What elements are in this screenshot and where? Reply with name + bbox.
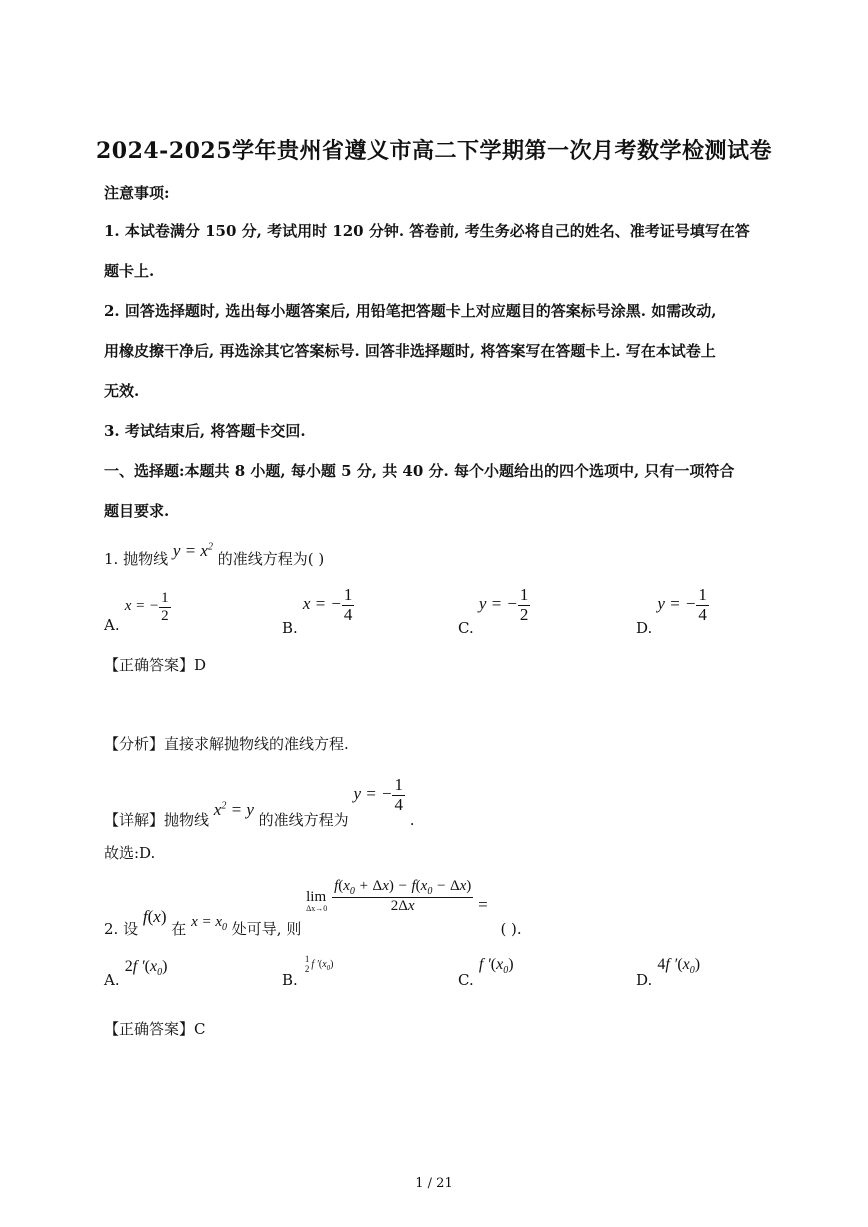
question-1-option-a <box>104 590 171 635</box>
question-2-limit: lim Δx→0 <box>306 889 328 913</box>
option-c-formula: y = − $\frac{1}{2}$ <box>478 585 529 624</box>
notice-item-2: 2. 回答选择题时, 选出每小题答案后, 用铅笔把答题卡上对应题目的答案标号涂黑. 如需改动, <box>104 302 717 320</box>
question-2-option-c <box>458 954 514 989</box>
detail-mid: 的准线方程为 <box>258 811 349 830</box>
notice-item-1: 1. 本试卷满分 150 分, 考试用时 120 分钟. 答卷前, 考生务必将自己的姓名、准考证号填写在答 <box>104 222 750 240</box>
option-b-formula: x = − $\frac{1}{4}$ <box>302 585 353 624</box>
q2-option-b-formula: 1 2 f $'(x_0)$ <box>304 953 334 974</box>
option-d-label: D. <box>636 619 653 638</box>
notice-heading: 注意事项: <box>104 184 170 202</box>
question-1-option-d <box>636 585 709 638</box>
q2-option-a-formula: 2f $'(x_0)$ <box>124 958 168 979</box>
question-1-prefix: 1. 抛物线 <box>104 550 169 568</box>
question-1-detail <box>104 775 415 830</box>
option-a-label: A. <box>104 616 120 635</box>
question-1-formula: $y = x^2$ <box>172 541 213 560</box>
notice-item-3: 3. 考试结束后, 将答题卡交回. <box>104 422 306 440</box>
notice-item-2-end: 无效. <box>104 382 140 400</box>
q2-option-c-formula: f $'(x_0)$ <box>478 956 514 977</box>
detail-formula: $x^2 = y$ <box>213 800 254 820</box>
question-2 <box>104 878 522 939</box>
section-heading: 一、选择题:本题共 8 小题, 每小题 5 分, 共 40 分. 每个小题给出的四个选项中, 只有一项符合 <box>104 462 735 480</box>
section-heading-cont: 题目要求. <box>104 502 170 520</box>
question-2-option-d <box>636 954 701 989</box>
question-1-answer: 【正确答案】D <box>104 656 207 674</box>
option-c-label: C. <box>458 619 474 638</box>
question-1-option-b <box>282 585 354 638</box>
question-1-analysis: 【分析】直接求解抛物线的准线方程. <box>104 735 349 753</box>
q2-option-b-label: B. <box>282 971 298 989</box>
question-2-prefix: 2. 设 <box>104 920 139 939</box>
notice-item-2-cont: 用橡皮擦干净后, 再选涂其它答案标号. 回答非选择题时, 将答案写在答题卡上. 写在本试卷上 <box>104 342 716 360</box>
question-1 <box>104 541 325 569</box>
detail-prefix: 【详解】抛物线 <box>104 811 210 830</box>
q2-option-d-formula: 4f $'(x_0)$ <box>657 956 701 977</box>
question-1-option-c <box>458 585 530 638</box>
notice-item-1-cont: 题卡上. <box>104 262 155 280</box>
question-2-mid1: 在 <box>171 920 187 939</box>
question-2-option-b <box>282 952 334 989</box>
question-2-option-a <box>104 956 168 989</box>
document-title: 2024-2025学年贵州省遵义市高二下学期第一次月考数学检测试卷 <box>95 138 773 164</box>
question-1-suffix: 的准线方程为( ) <box>217 550 325 568</box>
question-2-mid2: 处可导, 则 <box>231 920 302 939</box>
detail-result: y = − $\frac{1}{4}$ <box>353 775 403 814</box>
page-number: 1 / 21 <box>415 1176 453 1191</box>
question-2-function: f(x) <box>142 907 167 927</box>
question-2-fraction: $\frac{f(x_0 + \Delta x) - f(x_0 - \Delta x)}{2\Delta x}$ <box>334 878 472 914</box>
q2-option-a-label: A. <box>104 971 120 989</box>
option-b-label: B. <box>282 619 298 638</box>
question-2-answer: 【正确答案】C <box>104 1020 206 1038</box>
question-2-point: $x = x_0$ <box>191 914 228 934</box>
option-a-formula: x = − $\frac{1}{2}$ <box>124 590 169 624</box>
question-2-equals: = <box>478 895 488 915</box>
question-2-suffix: ( ). <box>500 920 522 939</box>
q2-option-d-label: D. <box>636 971 653 989</box>
detail-end: . <box>409 811 415 830</box>
question-1-conclusion: 故选:D. <box>104 844 156 862</box>
q2-option-c-label: C. <box>458 971 474 989</box>
option-d-formula: y = − $\frac{1}{4}$ <box>657 585 707 624</box>
